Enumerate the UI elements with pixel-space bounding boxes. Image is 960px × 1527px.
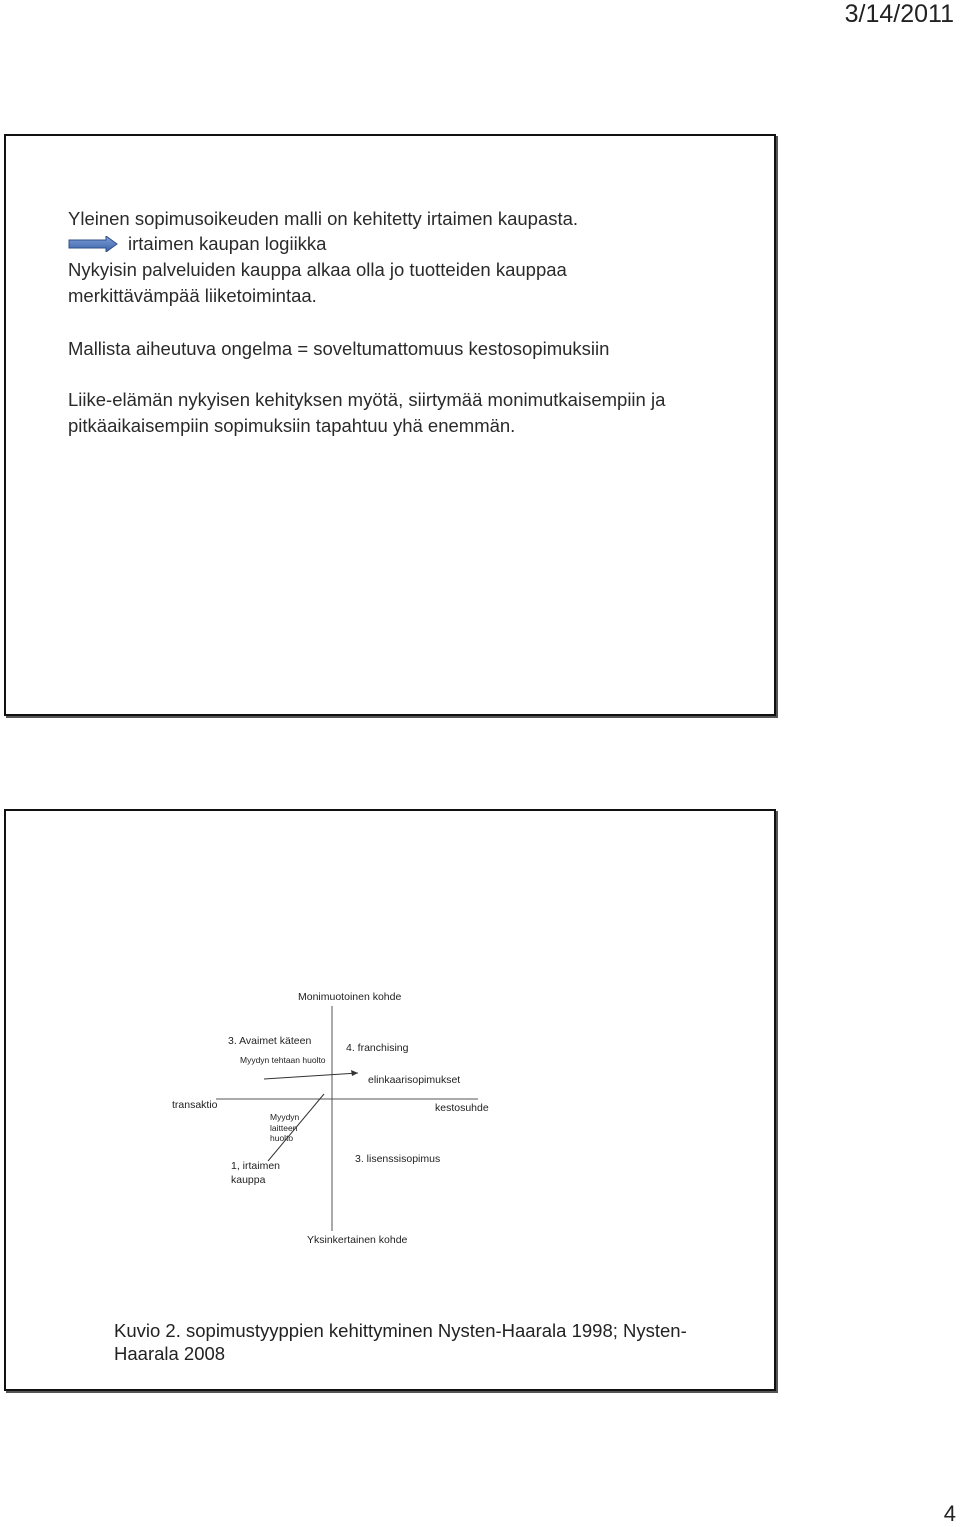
slide-2: [4, 809, 776, 1391]
slide1-arrow-row: [68, 231, 326, 257]
slide1-para3: Mallista aiheutuva ongelma = soveltumattomuus kestosopimuksiin: [68, 338, 610, 359]
slide-1: [4, 134, 776, 716]
diagram-q4-title: 3. lisenssisopimus: [355, 1153, 441, 1165]
diagram-q1-sub: Myydyn tehtaan huolto: [240, 1055, 326, 1065]
diagram-q3-sub: Myydyn laitteen huolto: [270, 1112, 300, 1143]
diagram-q1-title: 3. Avaimet käteen: [228, 1035, 312, 1047]
header-date: 3/14/2011: [844, 0, 954, 28]
right-arrow-icon: [68, 236, 118, 252]
page-number: 4: [943, 1501, 956, 1526]
slide1-arrow-text: irtaimen kaupan logiikka: [128, 233, 327, 254]
figure-caption: Kuvio 2. sopimustyyppien kehittyminen Nysten-Haarala 1998; Nysten-Haarala 2008: [114, 1320, 687, 1364]
diagram-q2-title: 4. franchising: [346, 1042, 409, 1054]
slide1-para4: Liike-elämän nykyisen kehityksen myötä, siirtymää monimutkaisempiin ja pitkäaikaisempiin sopimuksiin tapahtuu yhä enemmän.: [68, 389, 666, 436]
diagram-left-label: transaktio: [172, 1099, 218, 1111]
diagram-axes: [6, 811, 774, 1231]
diagram-bottom-label: Yksinkertainen kohde: [307, 1234, 408, 1246]
diagram-top-label: Monimuotoinen kohde: [298, 991, 402, 1003]
diagram-q3-title: 1, irtaimen kauppa: [231, 1160, 281, 1186]
diagram-q2-sub: elinkaarisopimukset: [368, 1074, 461, 1086]
slide1-para2: Nykyisin palveluiden kauppa alkaa olla jo tuotteiden kauppaa merkittävämpää liiketoimintaa.: [68, 259, 567, 306]
diagram-right-label: kestosuhde: [435, 1102, 489, 1114]
slide1-line1: Yleinen sopimusoikeuden malli on kehitetty irtaimen kaupasta.: [68, 208, 579, 229]
